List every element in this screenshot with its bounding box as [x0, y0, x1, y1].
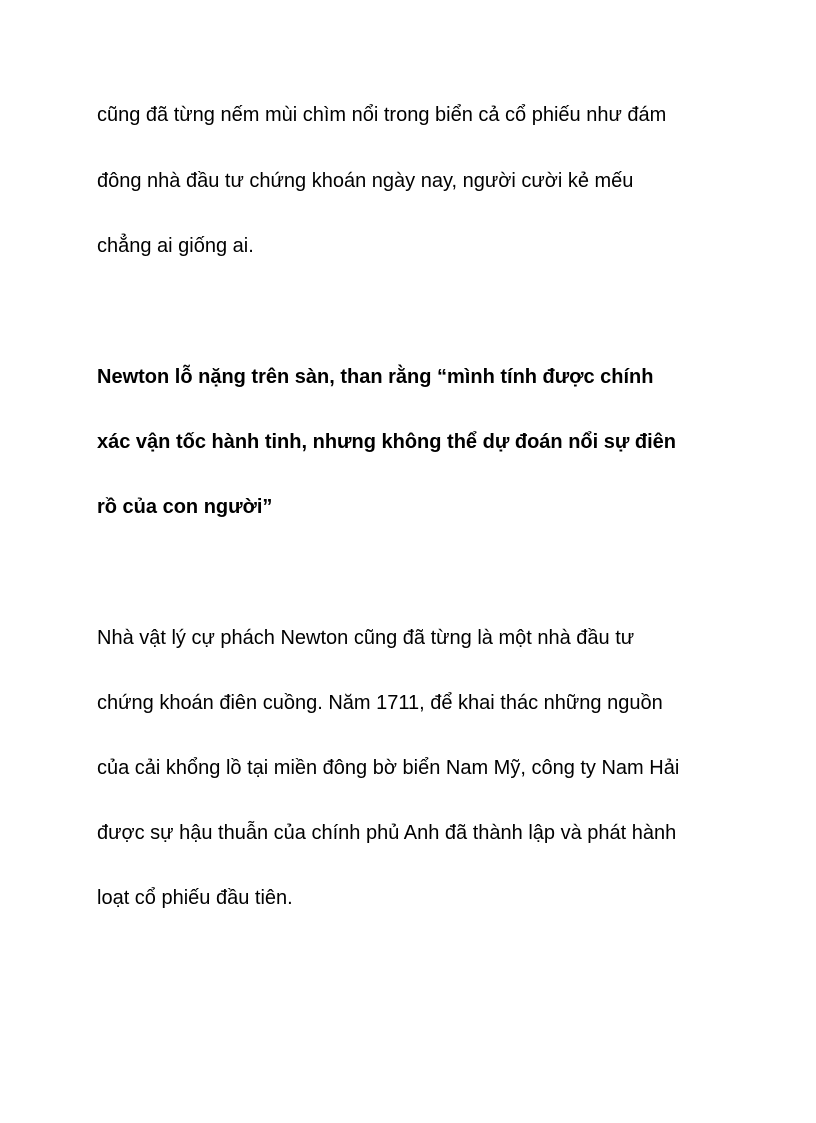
paragraph-2-line: của cải khổng lồ tại miền đông bờ biển Nam Mỹ, công ty Nam Hải	[97, 757, 680, 779]
heading-line: Newton lỗ nặng trên sàn, than rằng “mình tính được chính	[97, 366, 654, 388]
heading-line: rồ của con người”	[97, 496, 273, 518]
paragraph-2-line: chứng khoán điên cuồng. Năm 1711, để khai thác những nguồn	[97, 692, 663, 714]
heading-line: xác vận tốc hành tinh, nhưng không thể dự đoán nổi sự điên	[97, 431, 677, 453]
paragraph-1-line: chẳng ai giống ai.	[97, 235, 254, 257]
paragraph-2-line: được sự hậu thuẫn của chính phủ Anh đã thành lập và phát hành	[97, 822, 677, 844]
paragraph-1-line: đông nhà đầu tư chứng khoán ngày nay, người cười kẻ mếu	[97, 170, 634, 192]
paragraph-2-line: Nhà vật lý cự phách Newton cũng đã từng là một nhà đầu tư	[97, 627, 635, 649]
paragraph-1-line: cũng đã từng nếm mùi chìm nổi trong biển cả cổ phiếu như đám	[97, 104, 667, 126]
paragraph-2-line: loạt cổ phiếu đầu tiên.	[97, 887, 293, 909]
